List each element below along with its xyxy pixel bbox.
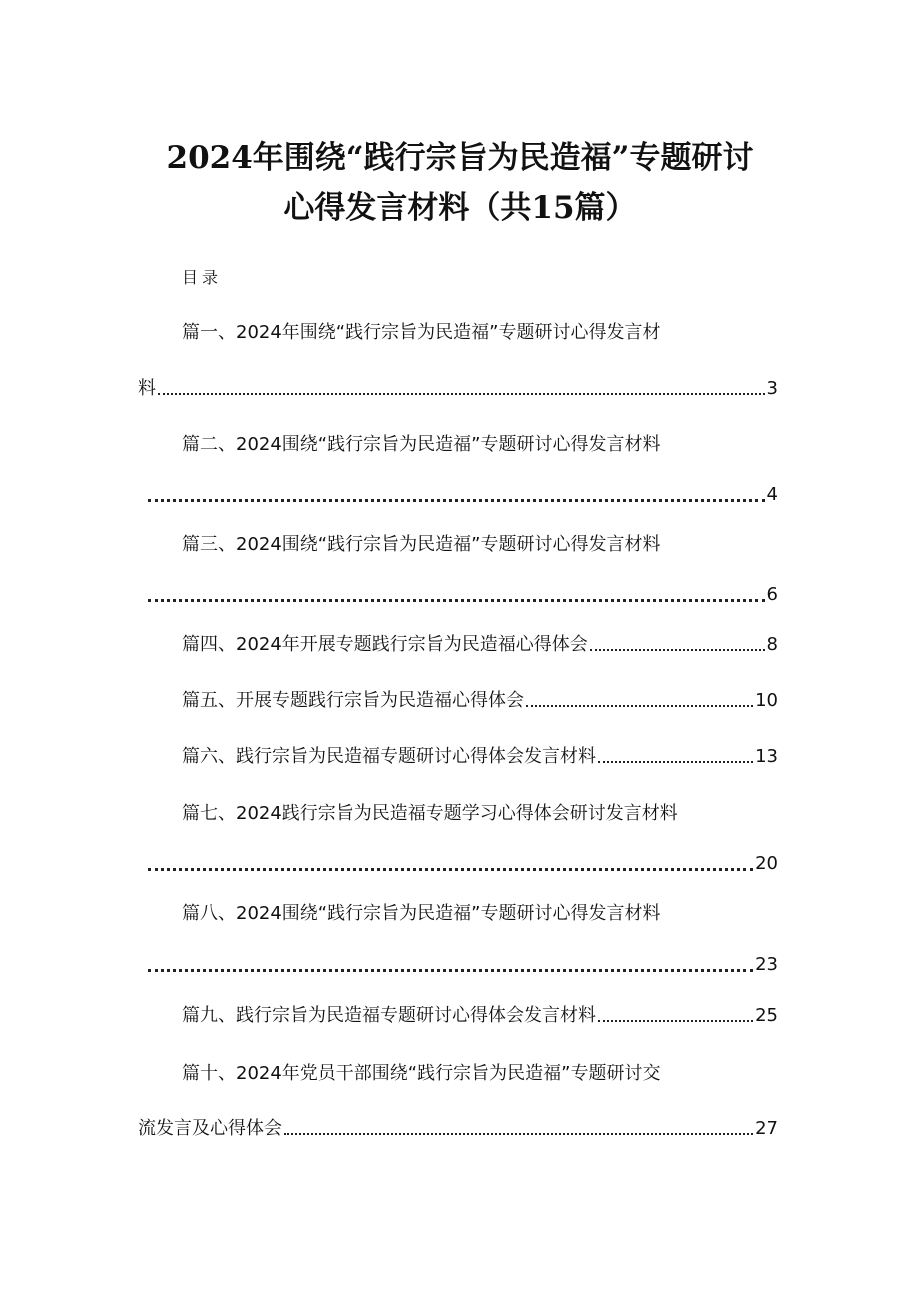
toc-entry-3-page: 6 — [766, 584, 778, 605]
toc-entry-8-page: 23 — [755, 954, 778, 975]
toc-entry-2-title[interactable]: 篇二、2024围绕“践行宗旨为民造福”专题研讨心得发言材料 — [182, 434, 661, 455]
dot-leader — [598, 1020, 753, 1022]
toc-entry-1-title[interactable]: 篇一、2024年围绕“践行宗旨为民造福”专题研讨心得发言材 — [182, 322, 661, 343]
toc-entry-9-page: 25 — [755, 1005, 778, 1026]
toc-entry-4-page: 8 — [766, 634, 778, 655]
toc-entry-7-title[interactable]: 篇七、2024践行宗旨为民造福专题学习心得体会研讨发言材料 — [182, 803, 678, 824]
toc-entry-6-title: 篇六、践行宗旨为民造福专题研讨心得体会发言材料 — [182, 746, 596, 767]
toc-entry-10-title-cont: 流发言及心得体会 — [138, 1118, 282, 1139]
toc-entry-6-page: 13 — [755, 746, 778, 767]
document-title-line-1: 2024年围绕“践行宗旨为民造福”专题研讨 — [166, 140, 754, 176]
toc-entry-1-title-cont: 料 — [138, 378, 156, 399]
toc-entry-6[interactable] — [182, 744, 778, 770]
toc-entry-1-page: 3 — [766, 378, 778, 399]
toc-entry-8-title[interactable]: 篇八、2024围绕“践行宗旨为民造福”专题研讨心得发言材料 — [182, 903, 661, 924]
toc-entry-10-title[interactable]: 篇十、2024年党员干部围绕“践行宗旨为民造福”专题研讨交 — [182, 1063, 661, 1084]
dot-leader — [148, 599, 765, 602]
dot-leader — [148, 499, 765, 502]
toc-entry-9[interactable] — [182, 1003, 778, 1029]
toc-entry-4[interactable] — [182, 632, 778, 658]
toc-entry-5-title: 篇五、开展专题践行宗旨为民造福心得体会 — [182, 690, 524, 711]
toc-entry-4-title: 篇四、2024年开展专题践行宗旨为民造福心得体会 — [182, 634, 588, 655]
dot-leader — [148, 969, 753, 972]
dot-leader — [526, 705, 753, 707]
toc-entry-3-title[interactable]: 篇三、2024围绕“践行宗旨为民造福”专题研讨心得发言材料 — [182, 534, 661, 555]
toc-heading: 目录 — [182, 268, 223, 287]
toc-entry-5-page: 10 — [755, 690, 778, 711]
document-title-line-2: 心得发言材料（共15篇） — [283, 190, 637, 226]
toc-entry-10-page: 27 — [755, 1118, 778, 1139]
toc-entry-1-leader[interactable] — [138, 376, 778, 402]
dot-leader — [148, 868, 753, 871]
toc-entry-2-page: 4 — [766, 484, 778, 505]
dot-leader — [598, 761, 753, 763]
toc-entry-10-leader[interactable] — [138, 1116, 778, 1142]
dot-leader — [158, 393, 765, 395]
toc-entry-9-title: 篇九、践行宗旨为民造福专题研讨心得体会发言材料 — [182, 1005, 596, 1026]
dot-leader — [590, 649, 765, 651]
toc-entry-8-leader[interactable] — [146, 952, 778, 978]
toc-entry-2-leader[interactable] — [146, 482, 778, 508]
dot-leader — [284, 1133, 753, 1135]
toc-entry-7-leader[interactable] — [146, 851, 778, 877]
toc-entry-7-page: 20 — [755, 853, 778, 874]
toc-entry-3-leader[interactable] — [146, 582, 778, 608]
toc-entry-5[interactable] — [182, 688, 778, 714]
